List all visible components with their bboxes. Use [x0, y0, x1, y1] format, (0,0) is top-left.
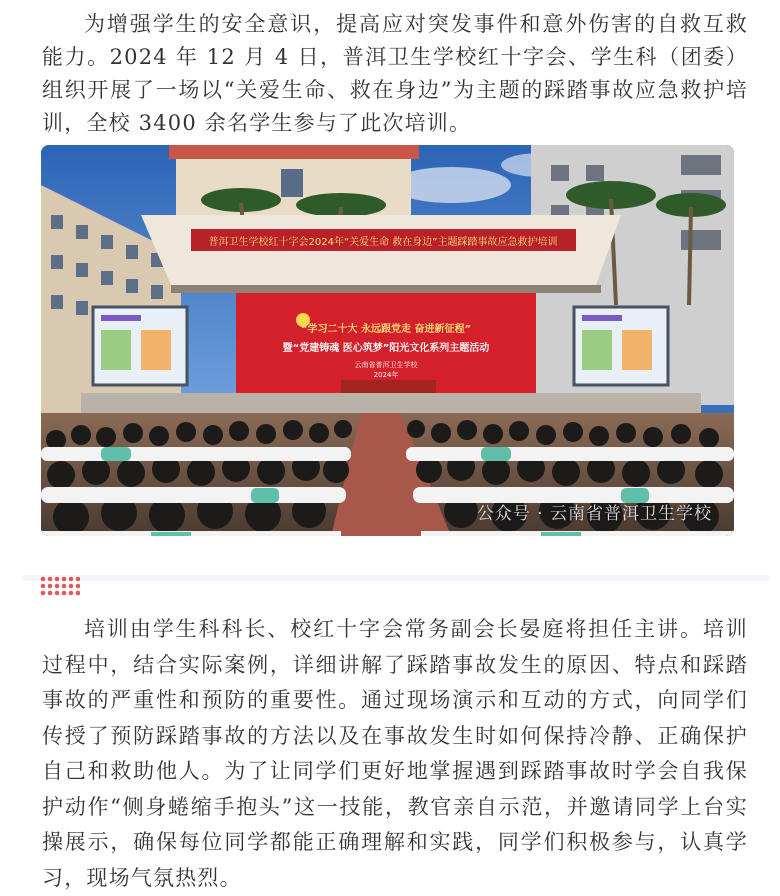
- backdrop-line-3: 云南省普洱卫生学校: [354, 361, 418, 369]
- event-photo: [41, 145, 734, 536]
- photo-watermark: 公众号 · 云南省普洱卫生学校: [476, 504, 712, 524]
- stage-banner-text: 普洱卫生学校红十字会2024年“关爱生命 救在身边”主题踩踏事故应急救护培训: [208, 237, 558, 248]
- decorative-dots-icon: [40, 576, 80, 600]
- intro-paragraph: 为增强学生的安全意识，提高应对突发事件和意外伤害的自救互救能力。2024 年 12 月 4 日，普洱卫生学校红十字会、学生科（团委）组织开展了一场以“关爱生命、救在身边”为主题的踩踏事故应急救护培训，全校 3400 余名学生参与了此次培训。: [42, 12, 748, 135]
- backdrop-line-4: 2024年: [373, 371, 399, 379]
- backdrop-line-2: 暨“党建铸魂 医心筑梦”阳光文化系列主题活动: [282, 343, 490, 354]
- section-divider: [22, 575, 770, 581]
- training-paragraph: 培训由学生科科长、校红十字会常务副会长晏庭将担任主讲。培训过程中，结合实际案例，详细讲解了踩踏事故发生的原因、特点和踩踏事故的严重性和预防的重要性。通过现场演示和互动的方式，向同学们传授了预防踩踏事故的方法以及在事故发生时如何保持冷静、正确保护自己和救助他人。为了让同学们更好地掌握遇到踩踏事故时学会自我保护动作“侧身蜷缩手抱头”这一技能，教官亲自示范，并邀请同学上台实操展示，确保每位同学都能正确理解和实践，同学们积极参与，认真学习，现场气氛热烈。: [42, 617, 748, 890]
- backdrop-line-1: “学习二十大 永远跟党走 奋进新征程”: [300, 324, 472, 335]
